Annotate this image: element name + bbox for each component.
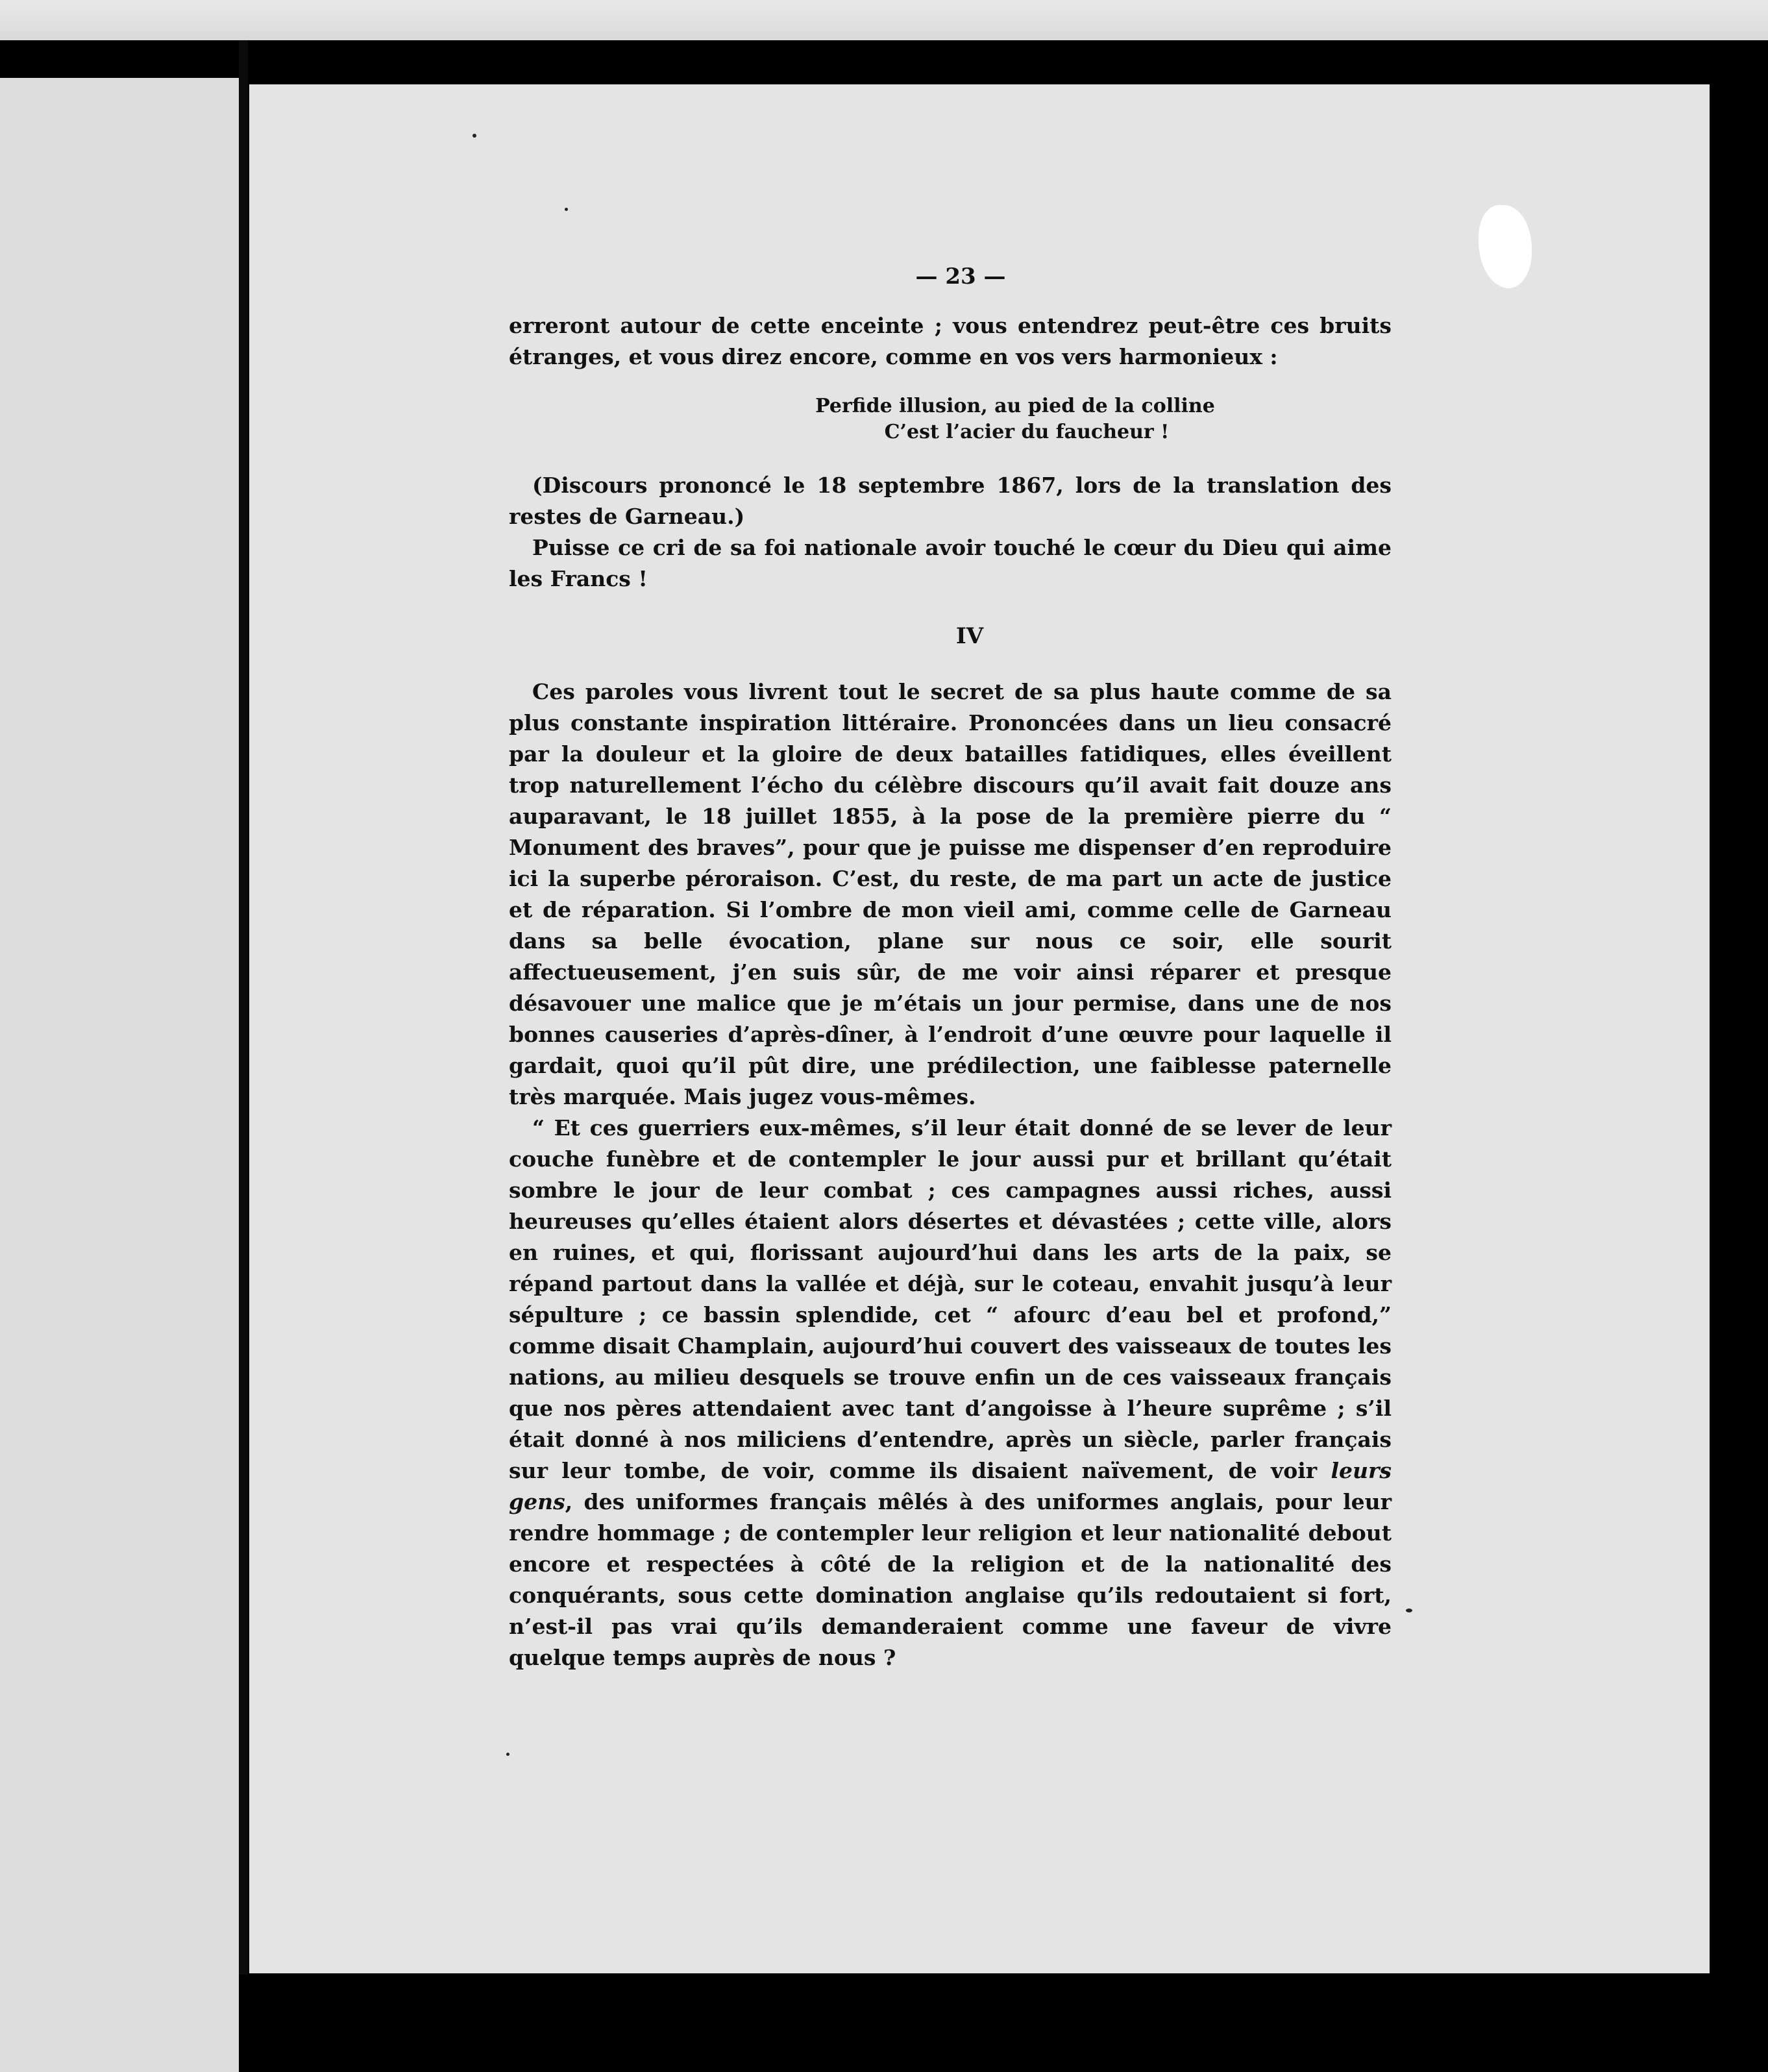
scan-left-margin: [0, 78, 239, 2072]
verse-line: C’est l’acier du faucheur !: [884, 421, 1170, 443]
citation: (Discours prononcé le 18 septembre 1867, lors de la translation des restes de Garneau.): [509, 473, 1392, 529]
dust-speck: [1406, 1609, 1412, 1612]
quote-text-continued: , des uniformes français mêlés à des uniformes anglais, pour leur rendre hommage ; de contempler leur religion et leur nationalité debout encore et respectées à côté de la religion et de la nationalité des conquérants, sous cette domination anglaise qu’ils redoutaient si fort, n’est-il pas vrai qu’ils demanderaient comme une faveur de vivre quelque temps auprès de nous ?: [509, 1489, 1392, 1670]
verse-line: Perfide illusion, au pied de la colline: [815, 395, 1215, 417]
dust-speck: [565, 208, 568, 211]
opening-lines: erreront autour de cette enceinte ; vous entendrez peut-être ces bruits étranges, et vous direz encore, comme en vos vers harmonieux :: [509, 313, 1392, 369]
verse-quote: [509, 393, 1392, 445]
quote-italic-text: leurs gens: [509, 1458, 1392, 1514]
scan-binding-edge: [239, 40, 248, 1975]
scan-right-edge: [1710, 84, 1768, 1975]
page-number: — 23 —: [915, 264, 1006, 290]
dust-speck: [473, 134, 476, 138]
page-body: [509, 310, 1392, 1673]
quote-text: “ Et ces guerriers eux-mêmes, s’il leur était donné de se lever de leur couche funèbre et de contempler le jour aussi pur et brillant qu’était sombre le jour de leur combat ; ces campagnes aussi riches, aussi heureuses qu’elles étaient alors désertes et dévastées ; cette ville, alors en ruines, et qui, florissant aujourd’hui dans les arts de la paix, se répand partout dans la vallée et déjà, sur le coteau, envahit jusqu’à leur sépulture ; ce bassin splendide, cet “ afourc d’eau bel et profond,” comme disait Champlain, aujourd’hui couvert des vaisseaux de toutes les nations, au milieu desquels se trouve enfin un de ces vaisseaux français que nos pères attendaient avec tant d’angoisse à l’heure suprême ; s’il était donné à nos miliciens d’entendre, après un siècle, parler français sur leur tombe, de voir, comme ils disaient naïvement, de voir: [509, 1115, 1392, 1483]
quoted-paragraph: [509, 1113, 1392, 1673]
section-heading: IV: [955, 623, 984, 649]
paragraph: Ces paroles vous livrent tout le secret de sa plus haute comme de sa plus constante inspiration littéraire. Prononcées dans un lieu consacré par la douleur et la gloire de deux batailles fatidiques, elles éveillent trop naturellement l’écho du célèbre discours qu’il avait fait douze ans auparavant, le 18 juillet 1855, à la pose de la première pierre du “ Monument des braves”, pour que je puisse me dispenser d’en reproduire ici la superbe péroraison. C’est, du reste, de ma part un acte de justice et de réparation. Si l’ombre de mon vieil ami, comme celle de Garneau dans sa belle évocation, plane sur nous ce soir, elle sourit affectueusement, j’en suis sûr, de me voir ainsi réparer et presque désavouer une malice que je m’étais un jour permise, dans une de nos bonnes causeries d’après-dîner, à l’endroit d’une œuvre pour laquelle il gardait, quoi qu’il pût dire, une prédilection, une faiblesse paternelle très marquée. Mais jugez vous-mêmes.: [509, 679, 1392, 1109]
dust-speck: [506, 1753, 510, 1756]
closing-wish: Puisse ce cri de sa foi nationale avoir touché le cœur du Dieu qui aime les Francs !: [509, 535, 1392, 591]
scan-top-strip: [0, 0, 1768, 40]
scan-bottom-edge: [248, 1975, 1768, 2072]
